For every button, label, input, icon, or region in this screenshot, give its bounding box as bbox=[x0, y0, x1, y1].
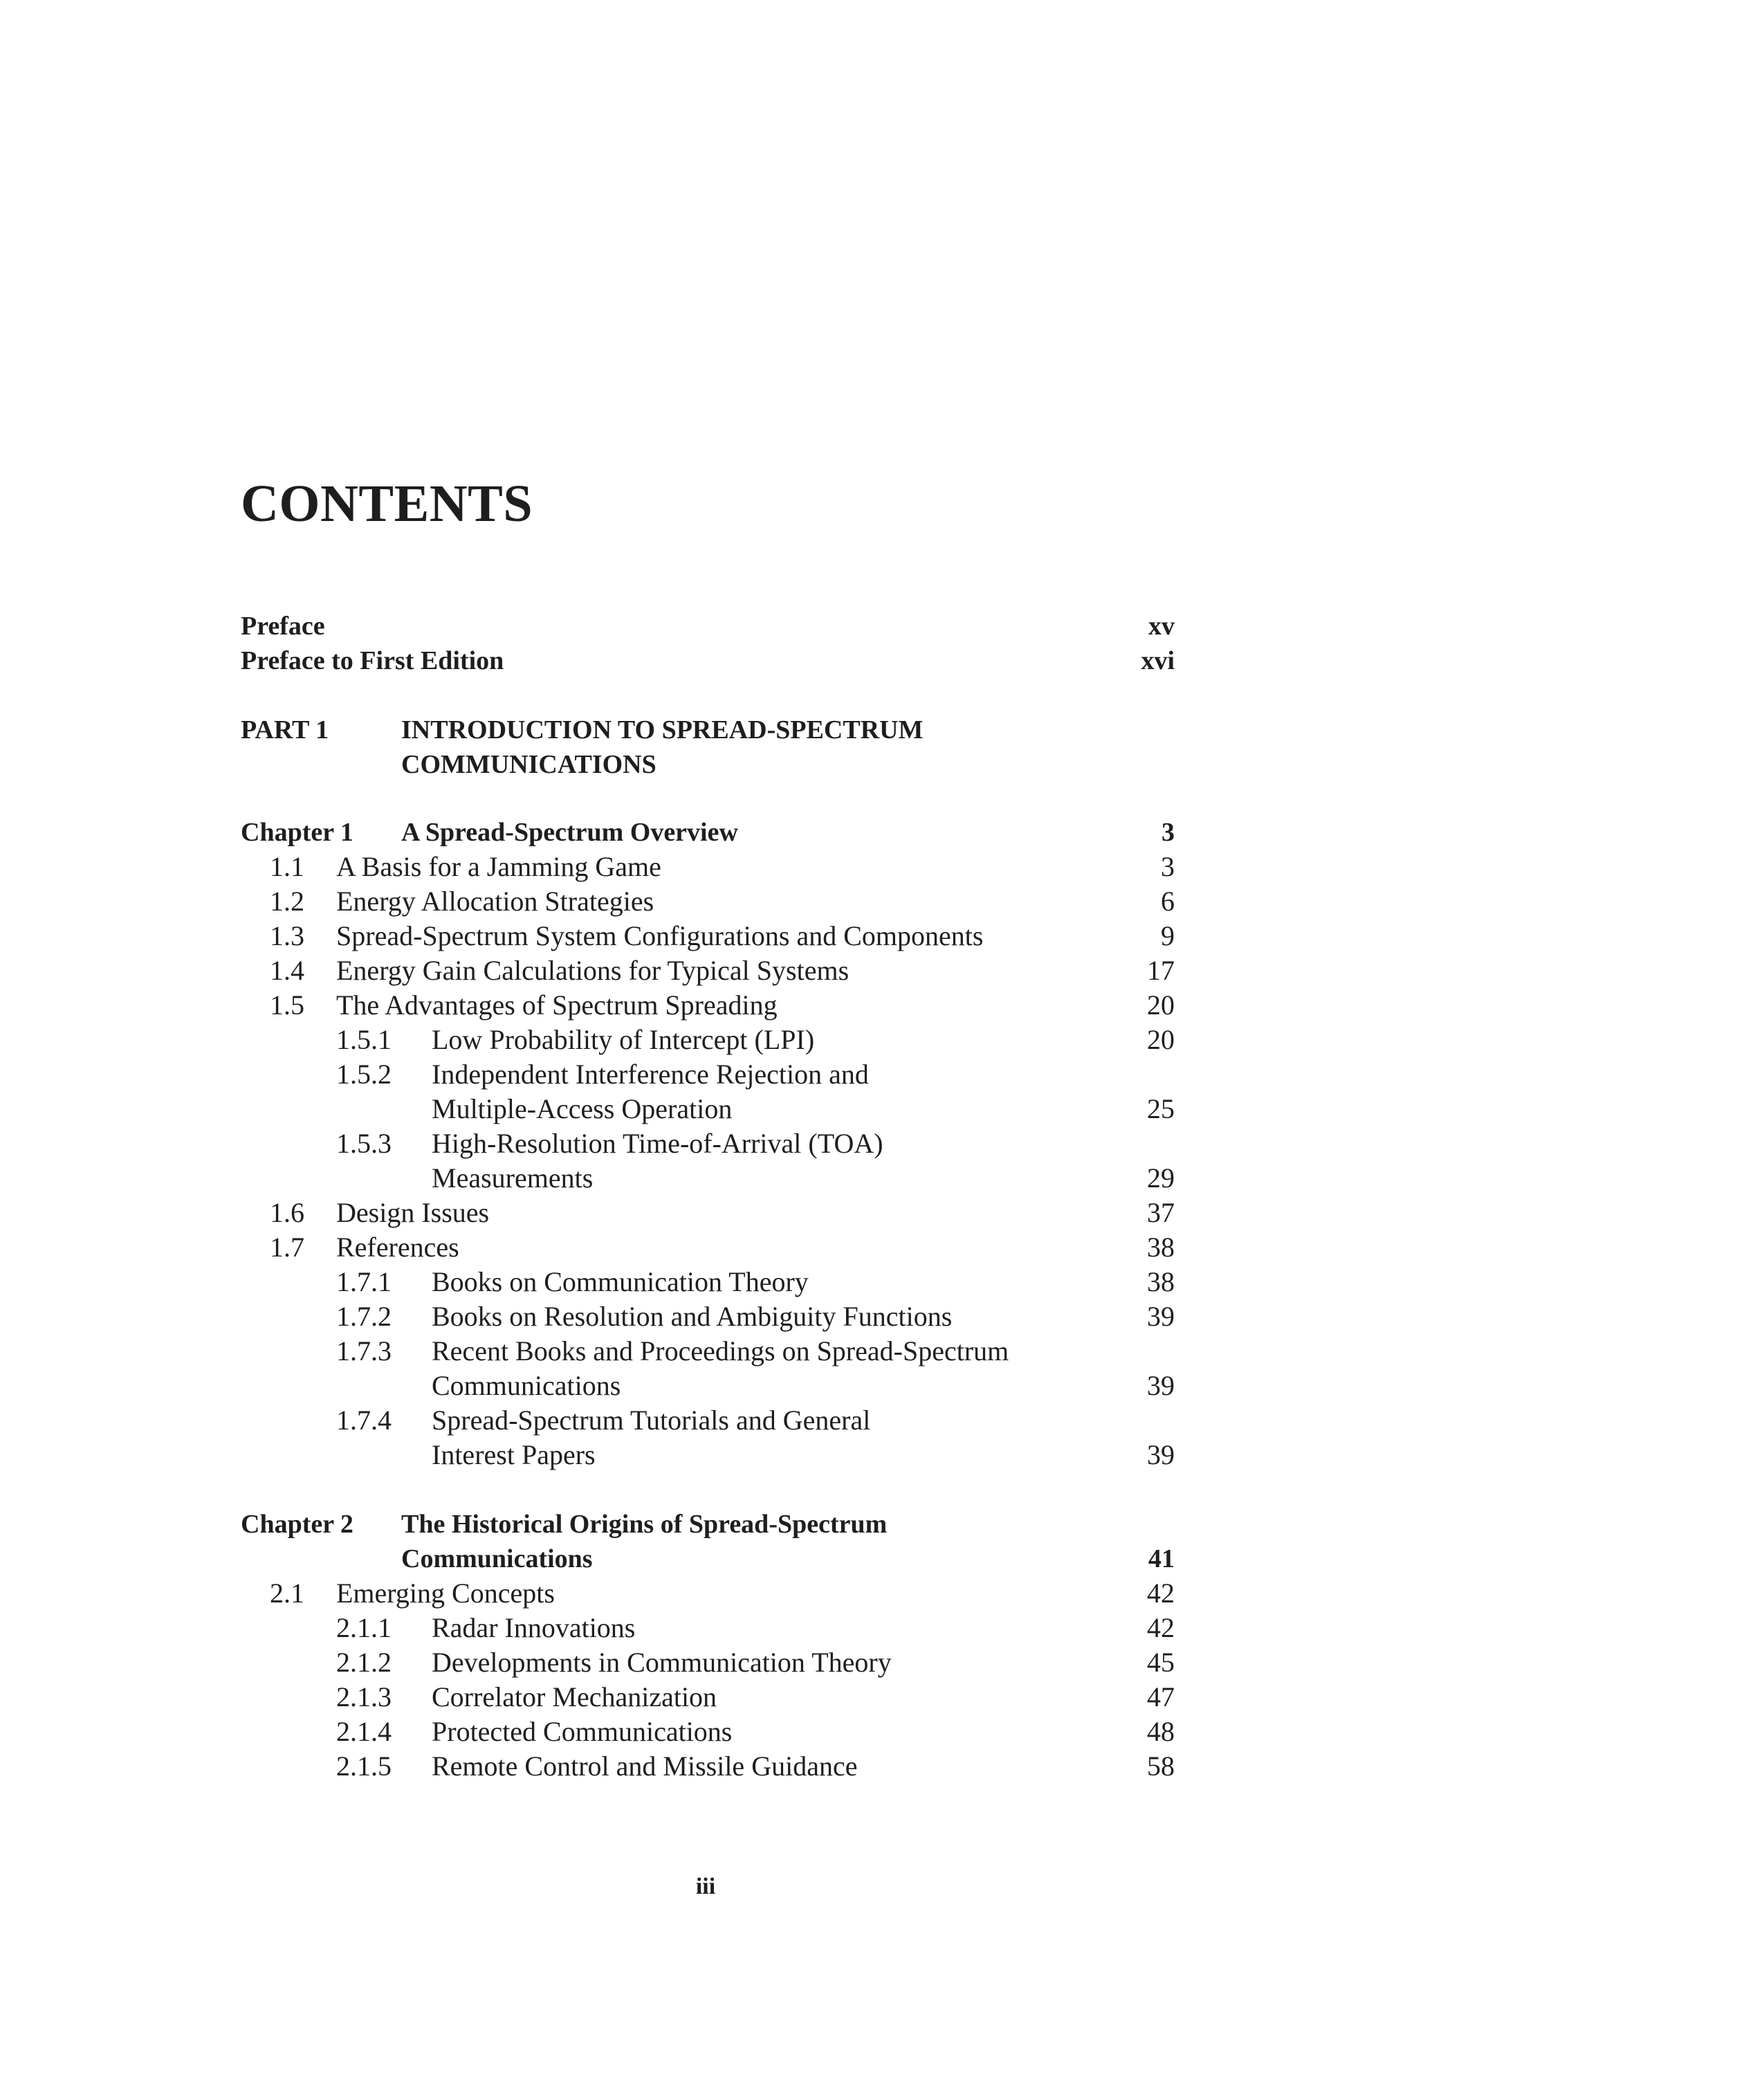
subsection-title-continued: Communications bbox=[432, 1370, 621, 1401]
subsection-title: Recent Books and Proceedings on Spread-Spectrum bbox=[432, 1335, 1009, 1367]
part-title: INTRODUCTION TO SPREAD-SPECTRUM bbox=[401, 715, 924, 744]
toc-part-heading[interactable] bbox=[241, 713, 1175, 747]
section-title: Energy Allocation Strategies bbox=[336, 886, 654, 917]
toc-page-number: 29 bbox=[1147, 1162, 1175, 1194]
page-footer-number: iii bbox=[695, 1874, 716, 1899]
toc-entry[interactable] bbox=[241, 850, 1175, 884]
section-number: 1.7 bbox=[270, 1232, 304, 1263]
section-number: 2.1 bbox=[270, 1578, 304, 1609]
table-of-contents bbox=[241, 609, 1175, 1784]
toc-page-number: 6 bbox=[1161, 886, 1175, 917]
toc-subentry-continued bbox=[241, 1369, 1175, 1403]
toc-entry[interactable] bbox=[241, 953, 1175, 988]
toc-page-number: 41 bbox=[1148, 1544, 1175, 1573]
toc-subentry[interactable] bbox=[241, 1611, 1175, 1645]
toc-page-number: 47 bbox=[1147, 1681, 1175, 1712]
toc-page-number: xv bbox=[1148, 612, 1175, 641]
subsection-title: Independent Interference Rejection and bbox=[432, 1059, 869, 1090]
toc-subentry[interactable] bbox=[241, 1403, 1175, 1438]
chapter-label: Chapter 2 bbox=[241, 1510, 353, 1539]
subsection-number: 1.7.4 bbox=[336, 1405, 392, 1436]
toc-subentry[interactable] bbox=[241, 1645, 1175, 1680]
toc-page-number: 3 bbox=[1161, 818, 1175, 847]
toc-page-number: 25 bbox=[1147, 1093, 1175, 1124]
part-label: PART 1 bbox=[241, 715, 329, 744]
subsection-number: 1.5.2 bbox=[336, 1059, 392, 1090]
subsection-title: Books on Resolution and Ambiguity Functions bbox=[432, 1301, 953, 1332]
subsection-title: Spread-Spectrum Tutorials and General bbox=[432, 1405, 871, 1436]
subsection-number: 1.5.3 bbox=[336, 1128, 392, 1159]
toc-page-number: 3 bbox=[1161, 851, 1175, 882]
toc-page-number: 17 bbox=[1147, 955, 1175, 986]
subsection-number: 1.7.3 bbox=[336, 1335, 392, 1367]
toc-page-number: 39 bbox=[1147, 1301, 1175, 1332]
part-title-continued: COMMUNICATIONS bbox=[401, 750, 656, 779]
section-number: 1.4 bbox=[270, 955, 304, 986]
toc-page-number: 42 bbox=[1147, 1578, 1175, 1609]
toc-subentry-continued bbox=[241, 1092, 1175, 1126]
toc-page-number: 37 bbox=[1147, 1197, 1175, 1228]
page-title: CONTENTS bbox=[241, 475, 533, 533]
section-number: 1.3 bbox=[270, 920, 304, 951]
toc-page-number: 58 bbox=[1147, 1751, 1175, 1782]
toc-entry-label: Preface bbox=[241, 612, 325, 641]
section-number: 1.1 bbox=[270, 851, 304, 882]
toc-page-number: 20 bbox=[1147, 1024, 1175, 1055]
subsection-title: Books on Communication Theory bbox=[432, 1266, 809, 1297]
toc-entry[interactable] bbox=[241, 1230, 1175, 1265]
subsection-title: High-Resolution Time-of-Arrival (TOA) bbox=[432, 1128, 883, 1159]
section-title: Emerging Concepts bbox=[336, 1578, 555, 1609]
toc-subentry[interactable] bbox=[241, 1715, 1175, 1749]
toc-entry[interactable] bbox=[241, 919, 1175, 953]
toc-subentry[interactable] bbox=[241, 1265, 1175, 1299]
section-title: The Advantages of Spectrum Spreading bbox=[336, 989, 778, 1021]
toc-part-heading-continued bbox=[241, 747, 1175, 782]
chapter-label: Chapter 1 bbox=[241, 818, 353, 847]
toc-page-number: 48 bbox=[1147, 1716, 1175, 1747]
toc-page-number: 20 bbox=[1147, 989, 1175, 1021]
toc-entry-label: Preface to First Edition bbox=[241, 646, 504, 675]
section-title: A Basis for a Jamming Game bbox=[336, 851, 661, 882]
section-number: 1.6 bbox=[270, 1197, 304, 1228]
subsection-title-continued: Measurements bbox=[432, 1162, 594, 1194]
subsection-number: 2.1.5 bbox=[336, 1751, 392, 1782]
chapter-title: The Historical Origins of Spread-Spectrum bbox=[401, 1510, 888, 1539]
subsection-title: Radar Innovations bbox=[432, 1612, 636, 1643]
subsection-number: 2.1.3 bbox=[336, 1681, 392, 1712]
toc-page-number: 38 bbox=[1147, 1232, 1175, 1263]
toc-chapter-heading[interactable] bbox=[241, 815, 1175, 850]
subsection-number: 1.7.1 bbox=[336, 1266, 392, 1297]
toc-subentry[interactable] bbox=[241, 1680, 1175, 1715]
toc-page-number: 39 bbox=[1147, 1370, 1175, 1401]
section-number: 1.2 bbox=[270, 886, 304, 917]
toc-page-number: xvi bbox=[1141, 646, 1175, 675]
subsection-title: Remote Control and Missile Guidance bbox=[432, 1751, 858, 1782]
toc-front-preface[interactable] bbox=[241, 609, 1175, 643]
chapter-title: A Spread-Spectrum Overview bbox=[401, 818, 738, 847]
toc-chapter-heading-continued bbox=[241, 1542, 1175, 1576]
subsection-title-continued: Multiple-Access Operation bbox=[432, 1093, 733, 1124]
toc-page-number: 42 bbox=[1147, 1612, 1175, 1643]
section-title: Design Issues bbox=[336, 1197, 490, 1228]
toc-page-number: 45 bbox=[1147, 1647, 1175, 1678]
chapter-title-continued: Communications bbox=[401, 1544, 593, 1573]
subsection-title: Protected Communications bbox=[432, 1716, 733, 1747]
toc-page-number: 9 bbox=[1161, 920, 1175, 951]
section-title: Spread-Spectrum System Configurations and Components bbox=[336, 920, 984, 951]
subsection-number: 2.1.4 bbox=[336, 1716, 392, 1747]
toc-entry[interactable] bbox=[241, 884, 1175, 919]
subsection-title: Low Probability of Intercept (LPI) bbox=[432, 1024, 815, 1055]
toc-front-preface-first-edition[interactable] bbox=[241, 643, 1175, 678]
subsection-number: 1.7.2 bbox=[336, 1301, 392, 1332]
toc-page-number: 38 bbox=[1147, 1266, 1175, 1297]
subsection-number: 2.1.1 bbox=[336, 1612, 392, 1643]
toc-subentry-continued bbox=[241, 1161, 1175, 1196]
subsection-number: 1.5.1 bbox=[336, 1024, 392, 1055]
subsection-title: Correlator Mechanization bbox=[432, 1681, 717, 1712]
toc-subentry[interactable] bbox=[241, 1334, 1175, 1369]
section-title: References bbox=[336, 1232, 459, 1263]
toc-page-number: 39 bbox=[1147, 1439, 1175, 1470]
toc-entry[interactable] bbox=[241, 1576, 1175, 1611]
toc-entry[interactable] bbox=[241, 1196, 1175, 1230]
subsection-title: Developments in Communication Theory bbox=[432, 1647, 892, 1678]
subsection-number: 2.1.2 bbox=[336, 1647, 392, 1678]
section-number: 1.5 bbox=[270, 989, 304, 1021]
section-title: Energy Gain Calculations for Typical Systems bbox=[336, 955, 849, 986]
toc-subentry-continued bbox=[241, 1438, 1175, 1472]
toc-subentry[interactable] bbox=[241, 1023, 1175, 1057]
subsection-title-continued: Interest Papers bbox=[432, 1439, 596, 1470]
toc-entry[interactable] bbox=[241, 988, 1175, 1023]
toc-subentry[interactable] bbox=[241, 1126, 1175, 1161]
toc-subentry[interactable] bbox=[241, 1749, 1175, 1784]
toc-subentry[interactable] bbox=[241, 1057, 1175, 1092]
toc-chapter-heading[interactable] bbox=[241, 1507, 1175, 1542]
toc-subentry[interactable] bbox=[241, 1299, 1175, 1334]
